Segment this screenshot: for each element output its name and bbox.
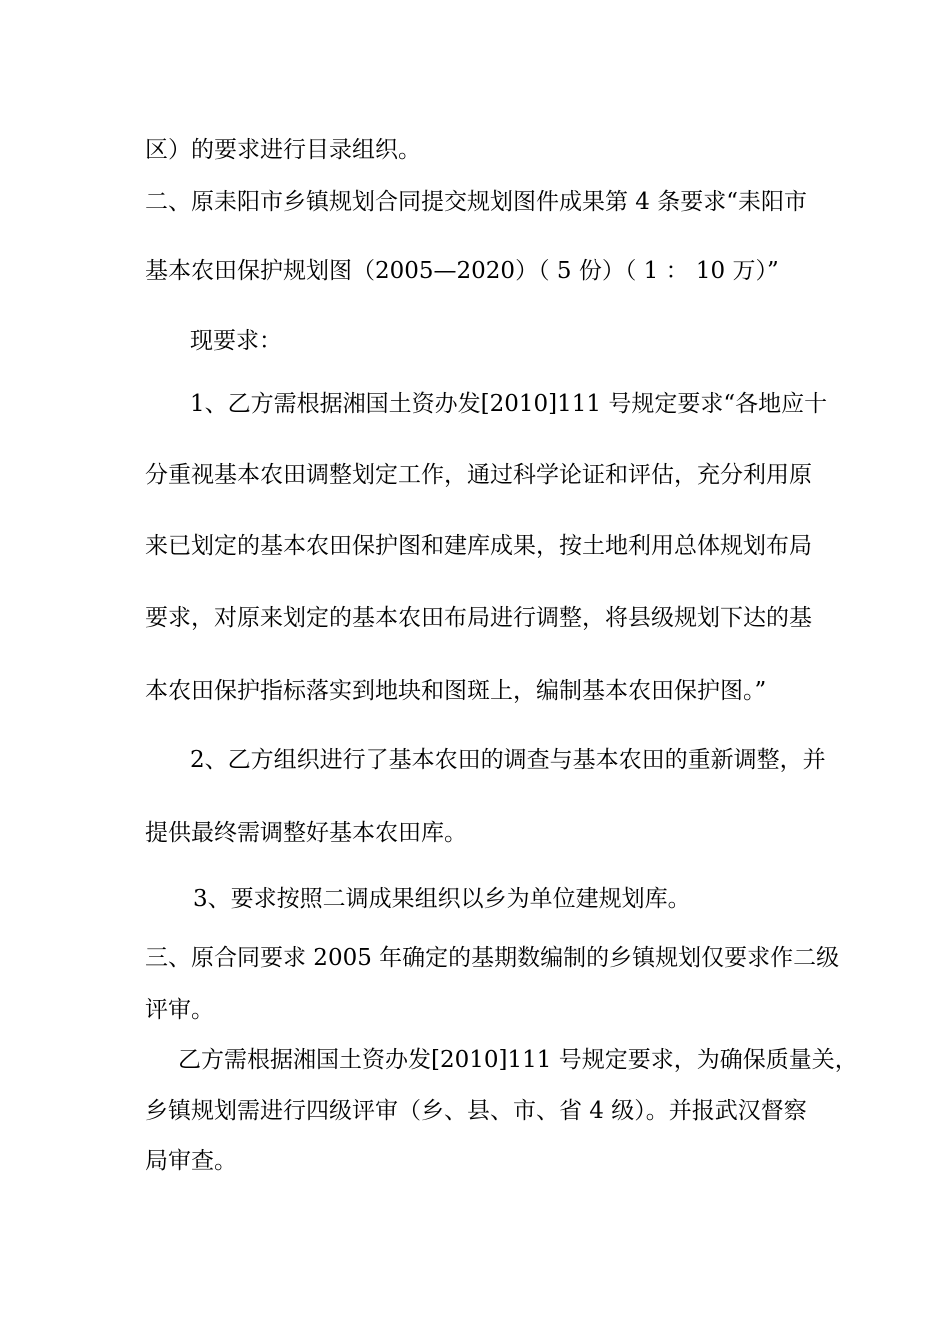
text-line: 评审。	[145, 997, 214, 1023]
text-line: 提供最终需调整好基本农田库。	[145, 820, 467, 846]
text-line: 本农田保护指标落实到地块和图斑上，编制基本农田保护图。”	[145, 678, 767, 704]
list-item-2: 2、乙方组织进行了基本农田的调查与基本农田的重新调整，并	[190, 747, 826, 773]
text-line: 基本农田保护规划图（2005—2020）（ 5 份）（ 1 ： 10 万）”	[145, 258, 779, 284]
text-line: 局审查。	[145, 1148, 237, 1174]
text-line: 乡镇规划需进行四级评审（乡、县、市、省 4 级）。并报武汉督察	[145, 1098, 807, 1124]
text-line: 现要求：	[190, 328, 282, 354]
list-item-1: 1、乙方需根据湘国土资办发[2010]111 号规定要求“各地应十	[190, 391, 828, 417]
list-item-3: 3、要求按照二调成果组织以乡为单位建规划库。	[193, 886, 691, 912]
text-line: 要求，对原来划定的基本农田布局进行调整，将县级规划下达的基	[145, 605, 812, 631]
section-heading-2: 二、原耒阳市乡镇规划合同提交规划图件成果第 4 条要求“耒阳市	[145, 189, 808, 215]
text-line: 区）的要求进行目录组织。	[145, 137, 421, 163]
text-line: 来已划定的基本农田保护图和建库成果，按土地利用总体规划布局	[145, 533, 812, 559]
section-heading-3: 三、原合同要求 2005 年确定的基期数编制的乡镇规划仅要求作二级	[145, 945, 840, 971]
text-line: 分重视基本农田调整划定工作，通过科学论证和评估，充分利用原	[145, 462, 812, 488]
text-line: 乙方需根据湘国土资办发[2010]111 号规定要求，为确保质量关，	[178, 1047, 858, 1073]
